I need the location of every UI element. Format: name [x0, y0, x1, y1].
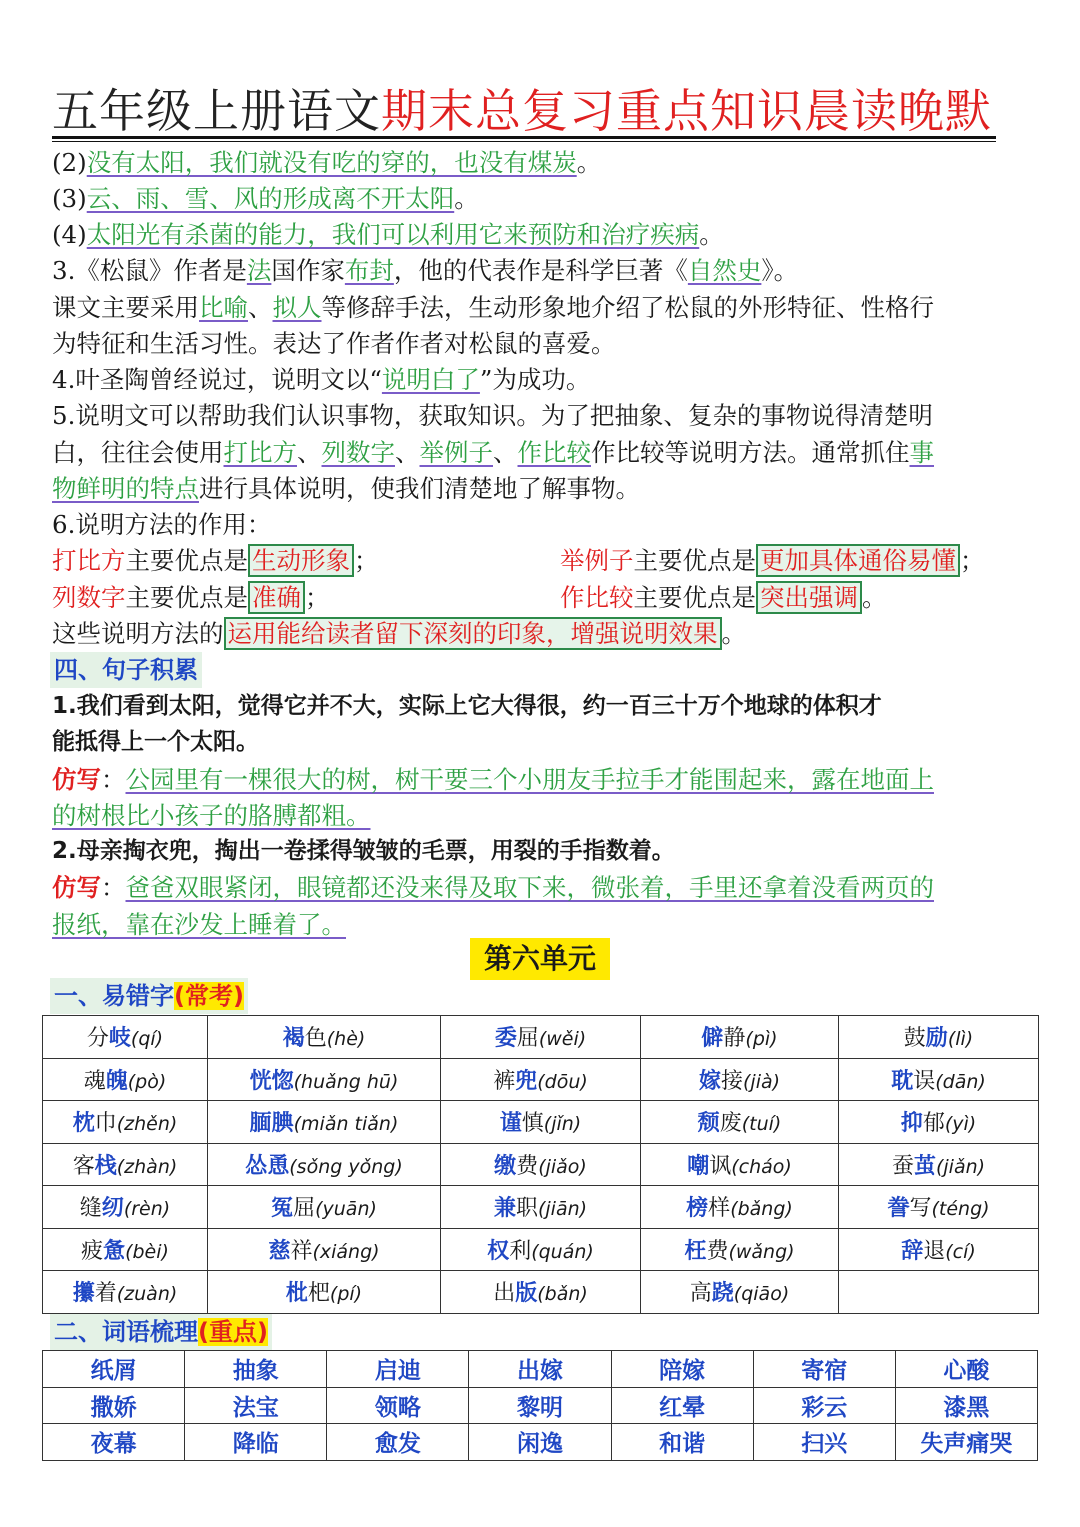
- word-table: [42, 1350, 1038, 1461]
- typo-post: 接: [720, 1068, 743, 1094]
- typo-post: 杷: [307, 1281, 330, 1307]
- typo-post: 着: [94, 1281, 117, 1307]
- typo-py: (jiǎo): [538, 1155, 587, 1178]
- typo-cell: [641, 1101, 839, 1144]
- section-heading-words: 二、词语梳理(重点): [50, 1314, 272, 1350]
- typo-cell: [441, 1143, 641, 1186]
- table-row: [43, 1143, 1039, 1186]
- typo-c: 腼腆: [249, 1110, 294, 1137]
- line-5: 课文主要采用比喻、拟人等修辞手法，生动形象地介绍了松鼠的外形特征、性格行: [52, 293, 934, 322]
- typo-post: 屈: [293, 1196, 316, 1222]
- word-cell: 撒娇: [43, 1387, 185, 1424]
- typo-py: (dōu): [537, 1070, 588, 1093]
- typo-cell: [441, 1101, 641, 1144]
- typo-cell: [641, 1058, 839, 1101]
- typo-post: 利: [509, 1238, 532, 1264]
- word-cell: 法宝: [185, 1387, 327, 1424]
- typo-cell: [441, 1058, 641, 1101]
- typo-c: 抑: [900, 1110, 923, 1137]
- typo-pre: 客: [72, 1153, 95, 1179]
- typo-py: (quán): [531, 1240, 594, 1263]
- typo-c: 耽: [891, 1067, 914, 1094]
- typo-cell: [43, 1058, 208, 1101]
- typo-post: 费: [516, 1153, 539, 1179]
- typo-c: 版: [515, 1280, 538, 1307]
- imitation-1-line-2: 的树根比小孩子的胳膊都粗。: [52, 801, 371, 830]
- title-underline-thin: [52, 141, 996, 142]
- typo-cell: [641, 1143, 839, 1186]
- typo-c: 枇: [285, 1280, 308, 1307]
- typo-py: (pí): [329, 1283, 363, 1306]
- typo-cell: [839, 1228, 1039, 1271]
- line-6: 为特征和生活习性。表达了作者作者对松鼠的喜爱。: [52, 329, 616, 358]
- word-cell: 失声痛哭: [895, 1424, 1037, 1461]
- typo-c: 委: [494, 1025, 517, 1052]
- typo-post: 退: [923, 1238, 946, 1264]
- typo-py: (zhěn): [116, 1113, 178, 1136]
- typo-c: 谨: [499, 1110, 522, 1137]
- word-cell: 抽象: [185, 1351, 327, 1388]
- line-13-right: 作比较主要优点是 突出强调 。: [560, 583, 887, 612]
- line-1: (2)没有太阳，我们就没有吃的穿的，也没有煤炭。: [52, 148, 602, 177]
- table-row: [43, 1351, 1038, 1388]
- typo-py: (yì): [944, 1113, 977, 1136]
- typo-cell: [208, 1271, 441, 1314]
- sentence-1-line-1: 1.我们看到太阳，觉得它并不大，实际上它大得很，约一百三十万个地球的体积才: [52, 693, 882, 719]
- typo-c: 枉: [684, 1237, 707, 1264]
- typo-c: 纫: [101, 1195, 124, 1222]
- typo-cell: [839, 1101, 1039, 1144]
- typo-pre: 高: [689, 1281, 712, 1307]
- table-row: [43, 1101, 1039, 1144]
- typo-py: (bǎn): [537, 1283, 588, 1306]
- typo-cell: [43, 1271, 208, 1314]
- typo-c: 魄: [105, 1067, 128, 1094]
- typo-c: 辞: [901, 1237, 924, 1264]
- typo-py: (tuí): [741, 1113, 782, 1136]
- typo-cell: [208, 1058, 441, 1101]
- word-cell: 愈发: [327, 1424, 469, 1461]
- typo-pre: 魂: [83, 1068, 106, 1094]
- typo-table: [42, 1015, 1039, 1314]
- word-cell: 启迪: [327, 1351, 469, 1388]
- typo-cell: [641, 1016, 839, 1059]
- line-3: (4)太阳光有杀菌的能力，我们可以利用它来预防和治疗疾病。: [52, 220, 724, 249]
- table-row: [43, 1424, 1038, 1461]
- typo-c: 榜: [686, 1195, 709, 1222]
- word-cell: 漆黑: [895, 1387, 1037, 1424]
- table-row: [43, 1186, 1039, 1229]
- typo-c: 恍惚: [249, 1067, 294, 1094]
- typo-c: 冤: [271, 1195, 294, 1222]
- line-11: 6.说明方法的作用：: [52, 510, 272, 539]
- typo-c: 僻: [701, 1025, 724, 1052]
- typo-py: (sǒng yǒng): [289, 1155, 403, 1178]
- typo-py: (wǎng): [728, 1240, 795, 1263]
- typo-py: (téng): [931, 1198, 990, 1221]
- word-cell: 彩云: [753, 1387, 895, 1424]
- typo-py: (wěi): [538, 1028, 587, 1051]
- typo-cell: [839, 1058, 1039, 1101]
- typo-py: (jiān): [537, 1198, 588, 1221]
- typo-cell: [641, 1228, 839, 1271]
- line-13-left: 列数字主要优点是 准确 ；: [52, 583, 330, 612]
- typo-c: 誊: [887, 1195, 910, 1222]
- typo-post: 慎: [521, 1111, 544, 1137]
- typo-cell: [43, 1016, 208, 1059]
- sentence-1-line-2: 能抵得上一个太阳。: [52, 729, 259, 755]
- table-row: [43, 1228, 1039, 1271]
- line-9: 白，往往会使用打比方、列数字、举例子、作比较作比较等说明方法。通常抓住事: [52, 438, 934, 467]
- typo-cell: [441, 1271, 641, 1314]
- typo-py: (zhàn): [116, 1155, 178, 1178]
- typo-py: (qí): [130, 1028, 164, 1051]
- typo-c: 岐: [108, 1025, 131, 1052]
- typo-py: (jià): [743, 1070, 781, 1093]
- typo-py: (zuàn): [116, 1283, 178, 1306]
- typo-post: 样: [708, 1196, 731, 1222]
- typo-pre: 鼓: [903, 1026, 926, 1052]
- typo-py: (cháo): [731, 1155, 792, 1178]
- line-12-left: 打比方主要优点是 生动形象 ；: [52, 546, 379, 575]
- typo-py: (miǎn tiǎn): [293, 1113, 399, 1136]
- typo-c: 励: [925, 1025, 948, 1052]
- table-row: [43, 1271, 1039, 1314]
- word-cell: 纸屑: [43, 1351, 185, 1388]
- title-part1: 五年级上册语文: [52, 84, 381, 138]
- typo-c: 兜: [515, 1067, 538, 1094]
- word-cell: 领略: [327, 1387, 469, 1424]
- typo-c: 攥: [72, 1280, 95, 1307]
- typo-cell: [208, 1143, 441, 1186]
- typo-py: (hè): [326, 1028, 366, 1051]
- typo-c: 嘲: [687, 1152, 710, 1179]
- typo-cell: [839, 1016, 1039, 1059]
- line-8: 5.说明文可以帮助我们认识事物，获取知识。为了把抽象、复杂的事物说得清楚明: [52, 401, 933, 430]
- word-cell: 陪嫁: [611, 1351, 753, 1388]
- typo-post: 费: [706, 1238, 729, 1264]
- page-title: [52, 80, 1002, 142]
- word-cell: 出嫁: [469, 1351, 611, 1388]
- word-cell: 降临: [185, 1424, 327, 1461]
- unit-title: 第六单元: [470, 938, 610, 980]
- line-4: 3.《松鼠》作者是法国作家布封，他的代表作是科学巨著《自然史》。: [52, 256, 799, 285]
- title-part2: 期末总复习重点知识晨读晚默: [381, 84, 992, 138]
- typo-py: (xiáng): [312, 1240, 380, 1263]
- typo-py: (qiāo): [733, 1283, 790, 1306]
- typo-c: 怂恿: [245, 1152, 290, 1179]
- word-cell: 黎明: [469, 1387, 611, 1424]
- imitation-2-line-1: 仿写：爸爸双眼紧闭，眼镜都还没来得及取下来，微张着，手里还拿着没看两页的: [52, 873, 934, 902]
- typo-py: (jiǎn): [935, 1155, 986, 1178]
- line-7: 4.叶圣陶曾经说过，说明文以“说明白了”为成功。: [52, 365, 591, 394]
- typo-pre: 裤: [493, 1068, 516, 1094]
- line-14: 这些说明方法的 运用能给读者留下深刻的印象，增强说明效果 。: [52, 619, 746, 648]
- typo-c: 褐: [282, 1025, 305, 1052]
- typo-cell: [43, 1228, 208, 1271]
- table-row: [43, 1387, 1038, 1424]
- typo-cell: [839, 1271, 1039, 1314]
- typo-post: 废: [719, 1111, 742, 1137]
- imitation-2-line-2: 报纸，靠在沙发上睡着了。: [52, 910, 346, 939]
- sentence-2: 2.母亲掏衣兜，掏出一卷揉得皱皱的毛票，用裂的手指数着。: [52, 838, 675, 864]
- typo-post: 郁: [922, 1111, 945, 1137]
- typo-cell: [208, 1186, 441, 1229]
- table-row: [43, 1016, 1039, 1059]
- typo-c: 惫: [103, 1237, 126, 1264]
- typo-post: 误: [913, 1068, 936, 1094]
- typo-py: (lì): [947, 1028, 974, 1051]
- typo-c: 慈: [268, 1237, 291, 1264]
- typo-pre: 疲: [81, 1238, 104, 1264]
- word-cell: 心酸: [895, 1351, 1037, 1388]
- imitation-1-line-1: 仿写：公园里有一棵很大的树，树干要三个小朋友手拉手才能围起来，露在地面上: [52, 765, 934, 794]
- typo-post: 职: [515, 1196, 538, 1222]
- line-2: (3)云、雨、雪、风的形成离不开太阳。: [52, 184, 479, 213]
- typo-cell: [208, 1101, 441, 1144]
- typo-c: 颓: [697, 1110, 720, 1137]
- typo-post: 祥: [290, 1238, 313, 1264]
- line-10: 物鲜明的特点进行具体说明，使我们清楚地了解事物。: [52, 474, 640, 503]
- typo-pre: 蚕: [891, 1153, 914, 1179]
- typo-cell: [441, 1186, 641, 1229]
- typo-cell: [441, 1228, 641, 1271]
- typo-cell: [839, 1143, 1039, 1186]
- typo-pre: 缝: [79, 1196, 102, 1222]
- typo-py: (bǎng): [730, 1198, 793, 1221]
- section-heading-sentences: 四、句子积累: [50, 652, 202, 688]
- typo-cell: [641, 1271, 839, 1314]
- typo-cell: [208, 1016, 441, 1059]
- word-cell: 寄宿: [753, 1351, 895, 1388]
- typo-cell: [839, 1186, 1039, 1229]
- typo-c: 权: [487, 1237, 510, 1264]
- typo-post: 写: [909, 1196, 932, 1222]
- typo-py: (jǐn): [543, 1113, 582, 1136]
- typo-post: 静: [723, 1026, 746, 1052]
- typo-py: (dān): [935, 1070, 986, 1093]
- typo-post: 巾: [94, 1111, 117, 1137]
- typo-cell: [208, 1228, 441, 1271]
- word-cell: 夜幕: [43, 1424, 185, 1461]
- typo-c: 兼: [493, 1195, 516, 1222]
- typo-c: 枕: [72, 1110, 95, 1137]
- typo-py: (bèi): [125, 1240, 169, 1263]
- word-cell: 红晕: [611, 1387, 753, 1424]
- typo-py: (rèn): [123, 1198, 171, 1221]
- table-row: [43, 1058, 1039, 1101]
- typo-py: (yuān): [315, 1198, 377, 1221]
- typo-pre: 分: [86, 1026, 109, 1052]
- typo-cell: [43, 1143, 208, 1186]
- line-12-right: 举例子主要优点是 更加具体通俗易懂 ；: [560, 546, 985, 575]
- title-underline: [52, 136, 996, 139]
- typo-c: 茧: [913, 1152, 936, 1179]
- typo-cell: [641, 1186, 839, 1229]
- typo-pre: 出: [493, 1281, 516, 1307]
- typo-cell: [43, 1186, 208, 1229]
- typo-post: 色: [304, 1026, 327, 1052]
- typo-c: 栈: [94, 1152, 117, 1179]
- section-heading-typos: 一、易错字(常考): [50, 978, 248, 1014]
- typo-c: 嫁: [698, 1067, 721, 1094]
- word-cell: 闲逸: [469, 1424, 611, 1461]
- typo-cell: [43, 1101, 208, 1144]
- typo-c: 跷: [711, 1280, 734, 1307]
- typo-cell: [441, 1016, 641, 1059]
- typo-py: (pò): [127, 1070, 167, 1093]
- word-cell: 扫兴: [753, 1424, 895, 1461]
- word-cell: 和谐: [611, 1424, 753, 1461]
- typo-py: (huǎng hū): [293, 1070, 399, 1093]
- typo-post: 屈: [516, 1026, 539, 1052]
- typo-post: 讽: [709, 1153, 732, 1179]
- typo-py: (cí): [945, 1240, 976, 1263]
- typo-c: 缴: [494, 1152, 517, 1179]
- typo-py: (pì): [745, 1028, 778, 1051]
